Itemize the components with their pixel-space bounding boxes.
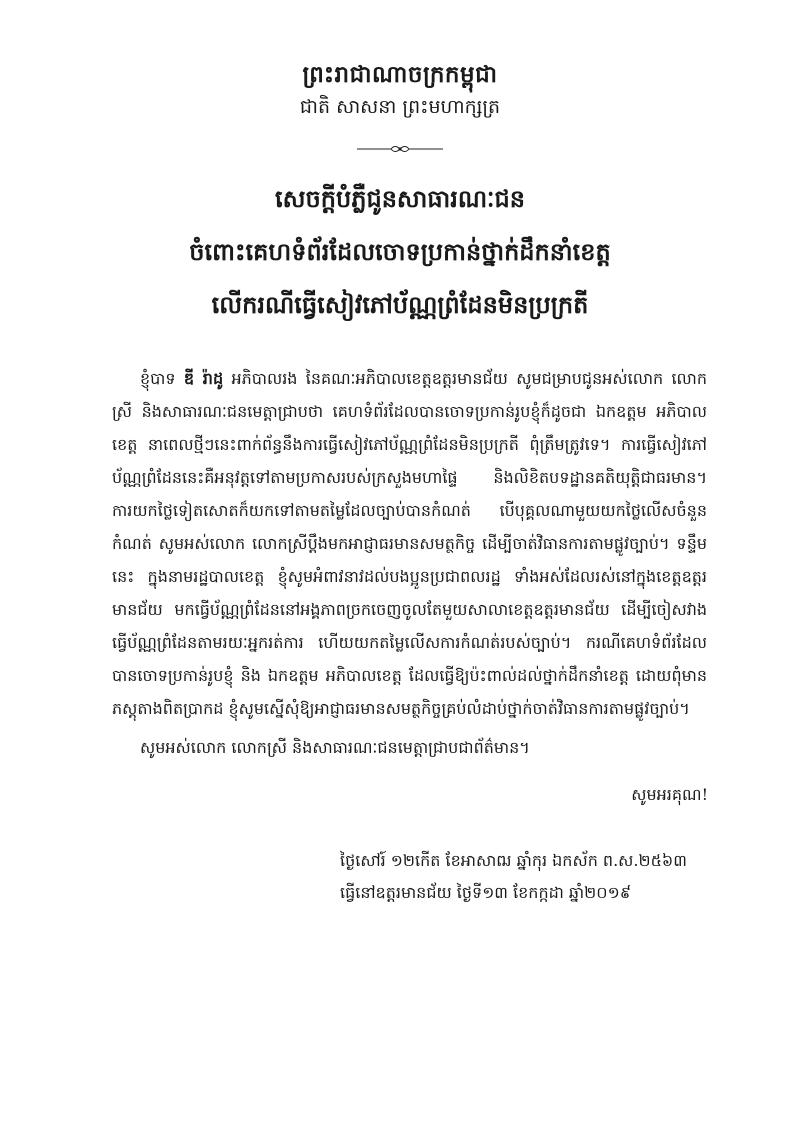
thank-you-line: សូមអរគុណ! <box>631 785 708 804</box>
ornament-divider-icon <box>355 143 445 155</box>
title-line-1: សេចក្តីបំភ្លឺជូនសាធារណៈជន <box>275 184 525 213</box>
title-line-2: ចំពោះគេហទំព័រដែលចោទប្រកាន់ថ្នាក់ដឹកនាំខេត្ត <box>189 237 611 266</box>
intro-word: ខ្ញុំបាទ <box>140 369 176 388</box>
national-motto: ជាតិ សាសនា ព្រះមហាក្សត្រ <box>299 96 501 118</box>
kingdom-heading: ព្រះរាជាណាចក្រកម្ពុជា <box>302 61 498 88</box>
closing-paragraph: សូមអស់លោក លោកស្រី និងសាធារណៈជនមេត្តាជ្រាបជាព័ត៌មាន។ <box>140 738 530 757</box>
paragraph-text: អភិបាលរង នៃគណៈអភិបាលខេត្តឧត្តរមានជ័យ សូមជម្រាបជូនអស់លោក លោកស្រី និងសាធារណៈជនមេត្តាជ្រាបថា គេហទំព័រដែលបានចោទប្រកាន់រូបខ្ញុំក៏ដូចជា ឯកឧត្តម អភិបាលខេត្ត នាពេលថ្មីៗនេះពាក់ព័ន្ធនឹងការធ្វើសៀវភៅប័ណ្ណព្រំដែនមិនប្រក្រតី ពុំត្រឹមត្រូវទេ។ ការធ្វើសៀវភៅប័ណ្ណព្រំដែននេះគឺអនុវត្តទៅតាមប្រកាសរបស់ក្រសួងមហាផ្ទៃ និងលិខិតបទដ្ឋានគតិយុត្តិជាធរមាន។ ការយកថ្លៃទៀតសោតក៏យកទៅតាមតម្លៃដែលច្បាប់បានកំណត់ បើបុគ្គលណាមួយយកថ្លៃលើសចំនួនកំណត់ សូមអស់លោក លោកស្រីប្តឹងមកអាជ្ញាធរមានសមត្ថកិច្ច ដើម្បីចាត់វិធានការតាមផ្លូវច្បាប់។ ទន្ទឹមនេះ ក្នុងនាមរដ្ឋបាលខេត្ត ខ្ញុំសូមអំពាវនាវដល់បងប្អូនប្រជាពលរដ្ឋ ទាំងអស់ដែលរស់នៅក្នុងខេត្តឧត្តរមានជ័យ មកធ្វើប័ណ្ណព្រំដែននៅអង្គភាពច្រកចេញចូលតែមួយសាលាខេត្តឧត្តរមានជ័យ ដើម្បីចៀសវាងធ្វើប័ណ្ណព្រំដែនតាមរយៈអ្នករត់ការ ហើយយកតម្លៃលើសការកំណត់របស់ច្បាប់។ ករណីគេហទំព័រដែលបានចោទប្រកាន់រូបខ្ញុំ និង ឯកឧត្តម អភិបាលខេត្ត ដែលធ្វើឱ្យប៉ះពាល់ដល់ថ្នាក់ដឹកនាំខេត្ត ដោយពុំមានភស្តុតាងពិតប្រាកដ ខ្ញុំសូមស្នើសុំឱ្យអាជ្ញាធរមានសមត្ថកិច្ចគ្រប់លំដាប់ថ្នាក់ចាត់វិធានការតាមផ្លូវច្បាប់។ <box>112 369 708 718</box>
document-title <box>60 172 740 331</box>
statement-paragraph <box>112 362 707 725</box>
lunar-date: ថ្ងៃសៅរ៍ ១២កើត ខែអាសាឍ ឆ្នាំកុរ ឯកស័ក ព.ស.២៥៦៣ <box>340 851 687 870</box>
official-name: ឌី រ៉ាដូ <box>183 369 224 388</box>
title-line-3: លើករណីធ្វើសៀវភៅប័ណ្ណព្រំដែនមិនប្រក្រតី <box>211 290 589 319</box>
date-block <box>340 845 760 909</box>
solar-date: ធ្វើនៅឧត្តរមានជ័យ ថ្ងៃទី១៣ ខែកក្កដា ឆ្នាំ២០១៩ <box>340 883 632 902</box>
statement-body <box>112 362 707 725</box>
document-header <box>0 58 800 122</box>
